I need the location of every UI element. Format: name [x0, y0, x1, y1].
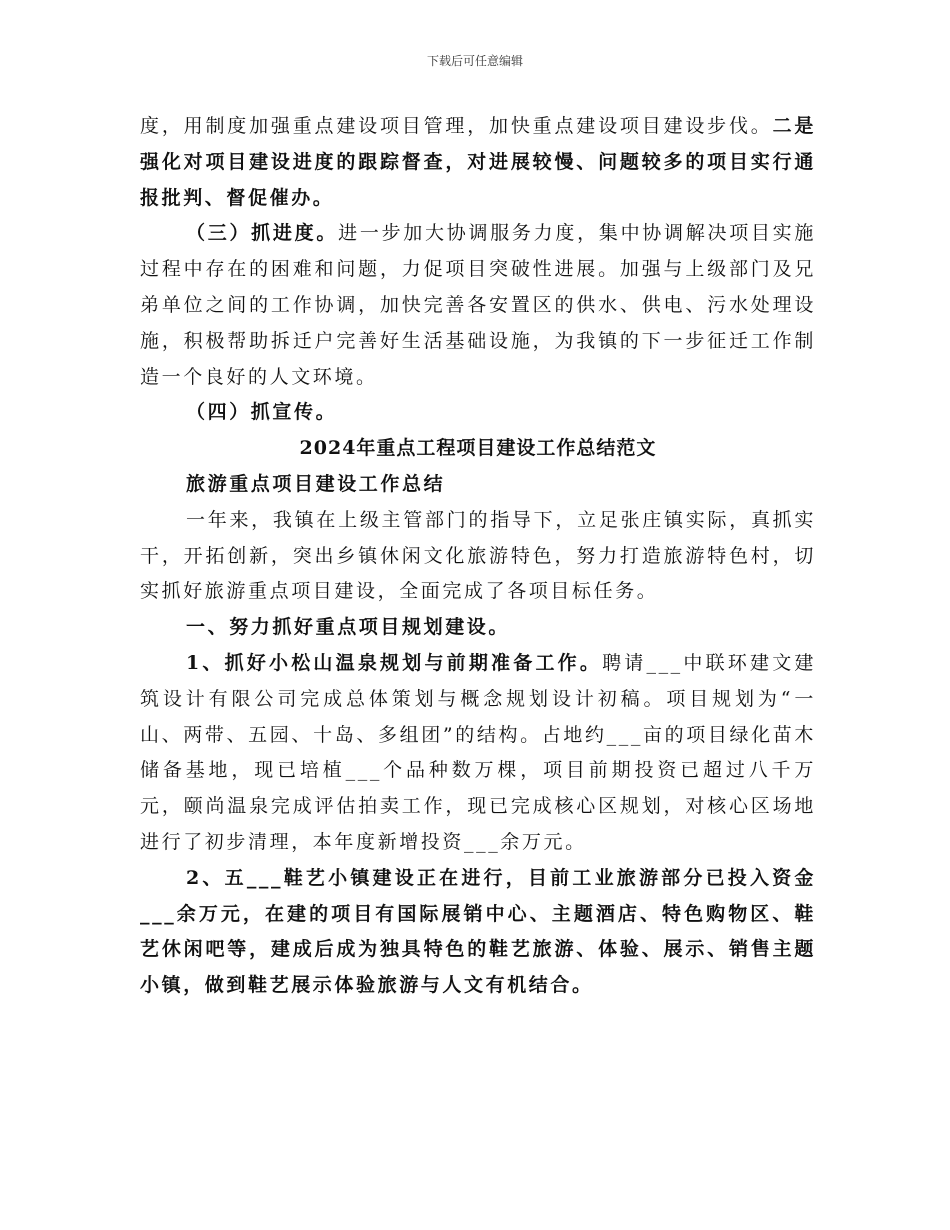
paragraph-progress	[140, 216, 816, 395]
document-title: 2024年重点工程项目建设工作总结范文	[299, 437, 657, 460]
paragraph-text: 度，用制度加强重点建设项目管理，加快重点建设项目建设步伐。	[140, 115, 773, 137]
paragraph-intro: 一年来，我镇在上级主管部门的指导下，立足张庄镇实际，真抓实干，开拓创新，突出乡镇休闲文化旅游特色，努力打造旅游特色村，切实抓好旅游重点项目建设，全面完成了各项目标任务。	[140, 508, 816, 603]
document-subtitle: 旅游重点项目建设工作总结	[186, 472, 446, 495]
page-header: 下载后可任意编辑	[426, 54, 523, 68]
section-heading: 一、努力抓好重点项目规划建设。	[186, 616, 511, 639]
paragraph-bold-text: 二是强化对项目建设进度的跟踪督查，对进展较慢、问题较多的项目实行通报批判、督促催办。	[140, 115, 817, 209]
item-text: 聘请___中联环建文建筑设计有限公司完成总体策划与概念规划设计初稿。项目规划为“一山、两带、五园、十岛、多组团”的结构。占地约___亩的项目绿化苗木储备基地，现已培植___个品种数万棵，项目前期投资已超过八千万元，颐尚温泉完成评估拍卖工作，现已完成核心区规划，对核心区场地进行了初步清理，本年度新增投资___余万元。	[140, 651, 816, 853]
item-heading: 1、抓好小松山温泉规划与前期准备工作。	[186, 651, 603, 674]
paragraph-item-1	[140, 646, 816, 861]
paragraph-item-2: 2、五___鞋艺小镇建设正在进行，目前工业旅游部分已投入资金___余万元，在建的项目有国际展销中心、主题酒店、特色购物区、鞋艺休闲吧等，建成后成为独具特色的鞋艺旅游、体验、展示、销售主题小镇，做到鞋艺展示体验旅游与人文有机结合。	[140, 866, 816, 997]
paragraph-text: 进一步加大协调服务力度，集中协调解决项目实施过程中存在的困难和问题，力促项目突破性进展。加强与上级部门及兄弟单位之间的工作协调，加快完善各安置区的供水、供电、污水处理设施，积极帮助拆迁户完善好生活基础设施，为我镇的下一步征迁工作制造一个良好的人文环境。	[140, 222, 817, 388]
paragraph-continuation	[140, 109, 816, 216]
paragraph-heading: （三）抓进度。	[186, 222, 339, 245]
document-body	[140, 109, 816, 1004]
paragraph-publicity-heading: （四）抓宣传。	[186, 401, 338, 424]
